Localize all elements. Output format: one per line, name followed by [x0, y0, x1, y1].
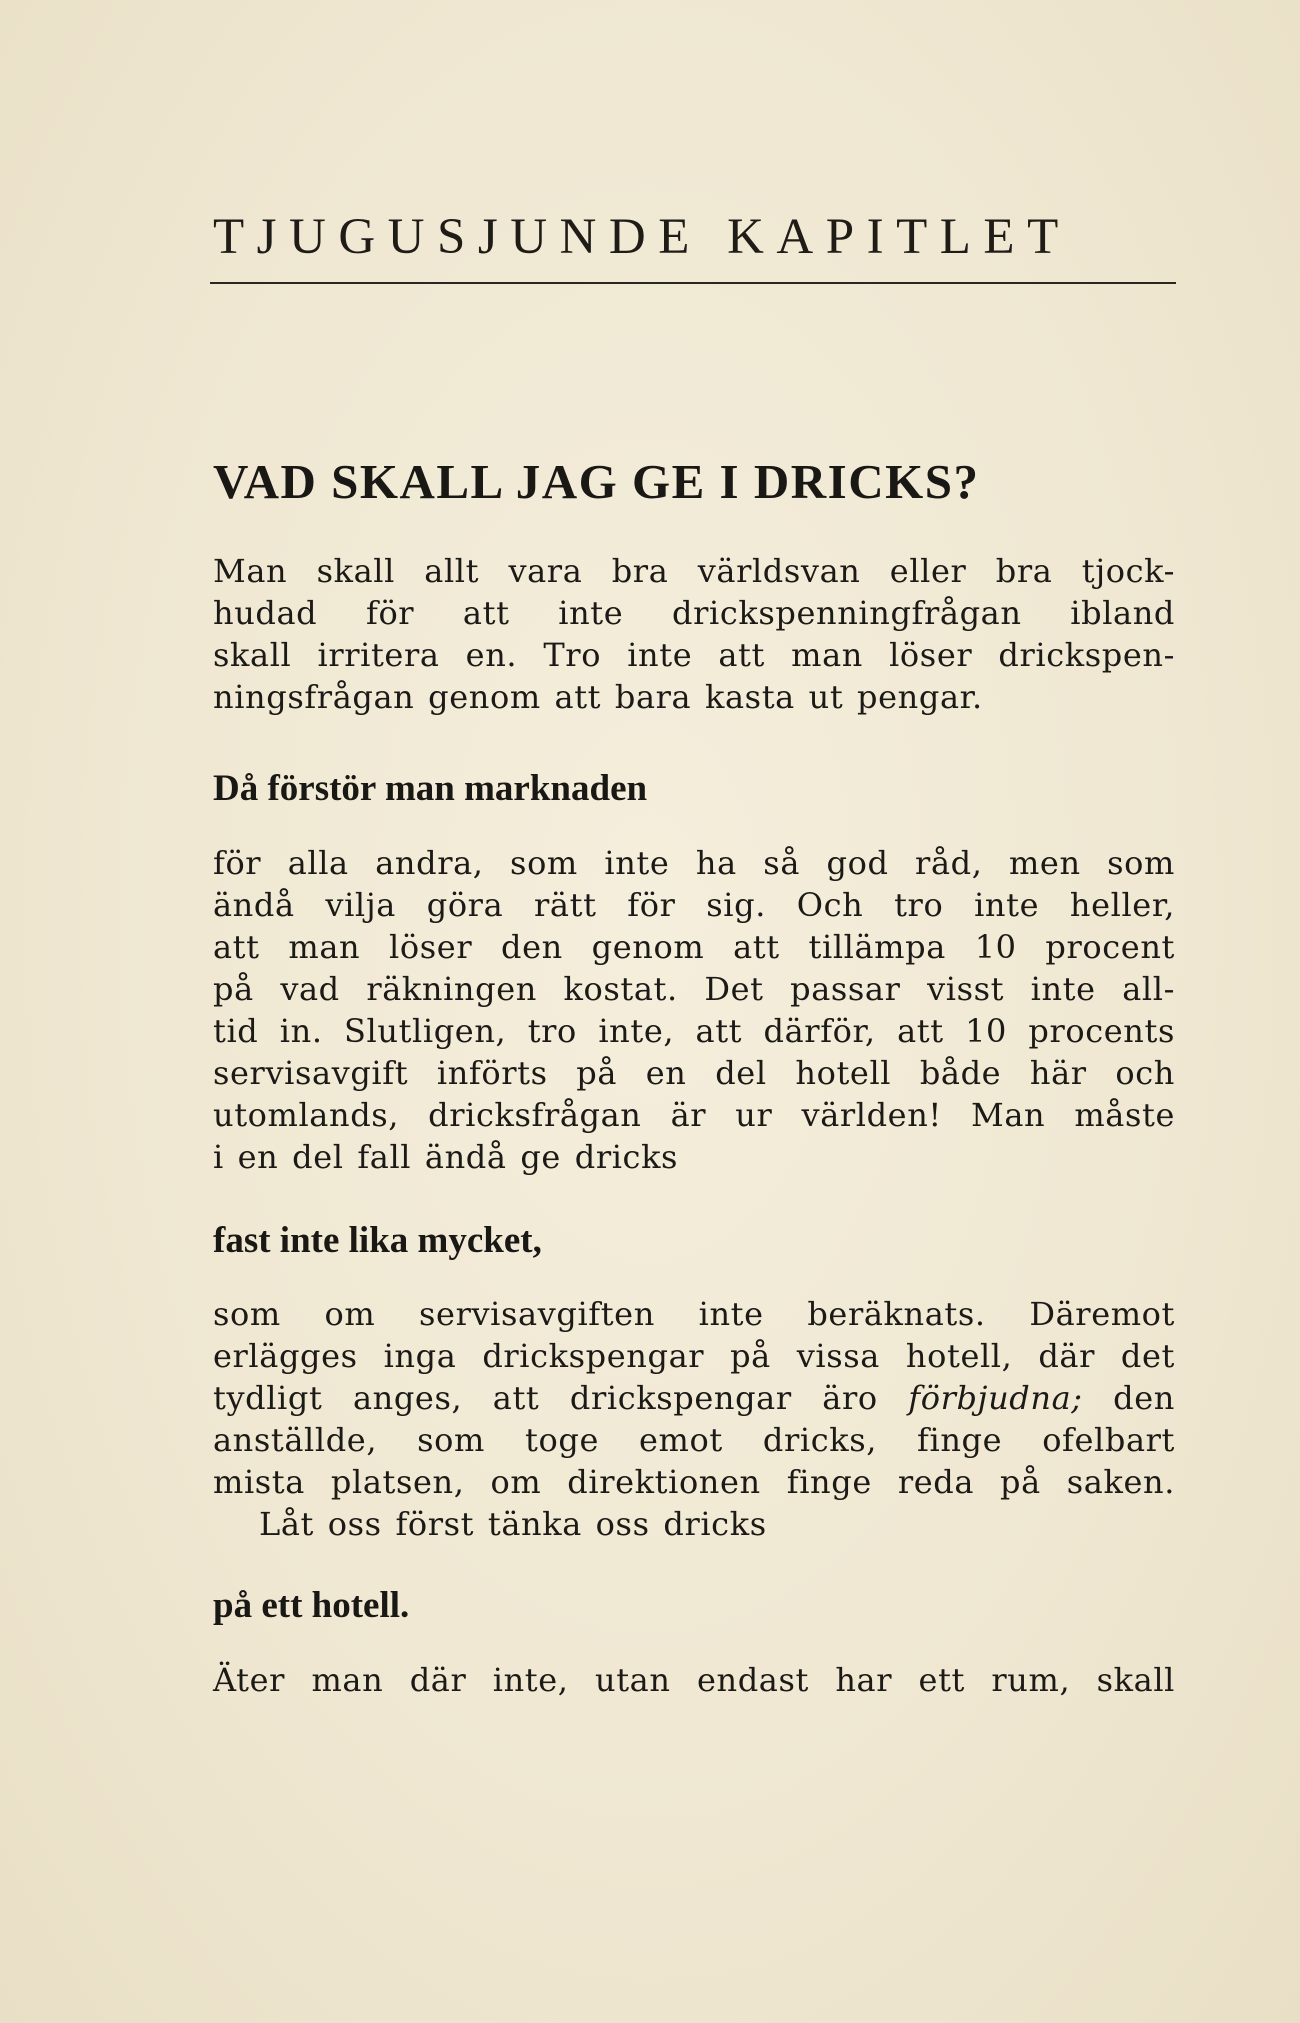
text-line: mista platsen, om direktionen finge reda på saken. [213, 1463, 1175, 1501]
paragraph-2 [213, 842, 1175, 1178]
chapter-heading: TJUGUSJUNDE KAPITLET [213, 209, 1071, 265]
text-line: servisavgift införts på en del hotell både här och [213, 1054, 1175, 1092]
paragraph-4 [213, 1659, 1175, 1701]
text-line: Låt oss först tänka oss dricks [259, 1505, 767, 1543]
paragraph-3 [213, 1293, 1175, 1545]
text-line: som om servisavgiften inte beräknats. Däremot [213, 1295, 1175, 1333]
text-line: Äter man där inte, utan endast har ett rum, skall [213, 1661, 1175, 1699]
text-line: erlägges inga drickspengar på vissa hotell, där det [213, 1337, 1175, 1375]
text-line: tid in. Slutligen, tro inte, att därför, att 10 procents [213, 1012, 1175, 1050]
text-line: anställde, som toge emot dricks, finge ofelbart [213, 1421, 1175, 1459]
text-line: i en del fall ändå ge dricks [213, 1138, 679, 1176]
text-line: på vad räkningen kostat. Det passar visst inte all- [213, 970, 1175, 1008]
text-line: utomlands, dricksfrågan är ur världen! Man måste [213, 1096, 1175, 1134]
text-line: för alla andra, som inte ha så god råd, men som [213, 844, 1175, 882]
text-line [213, 1377, 1175, 1419]
heading-rule [210, 282, 1176, 284]
subheading-1: Då förstör man marknaden [213, 768, 648, 809]
text-line: hudad för att inte drickspenningfrågan ibland [213, 594, 1175, 632]
text-line: ningsfrågan genom att bara kasta ut pengar. [213, 678, 983, 716]
text-line: skall irritera en. Tro inte att man löser drickspen- [213, 636, 1175, 674]
text-line: ändå vilja göra rätt för sig. Och tro inte heller, [213, 886, 1175, 924]
subheading-3: på ett hotell. [213, 1585, 410, 1626]
text-segment: den [1082, 1379, 1175, 1417]
text-line: att man löser den genom att tillämpa 10 procent [213, 928, 1175, 966]
paragraph-1 [213, 550, 1175, 718]
section-title: VAD SKALL JAG GE I DRICKS? [213, 454, 980, 509]
text-line: Man skall allt vara bra världsvan eller bra tjock- [213, 552, 1175, 590]
italic-word: förbjudna; [908, 1379, 1083, 1417]
text-segment: tydligt anges, att drickspengar äro [213, 1379, 909, 1417]
subheading-2: fast inte lika mycket, [213, 1220, 542, 1261]
